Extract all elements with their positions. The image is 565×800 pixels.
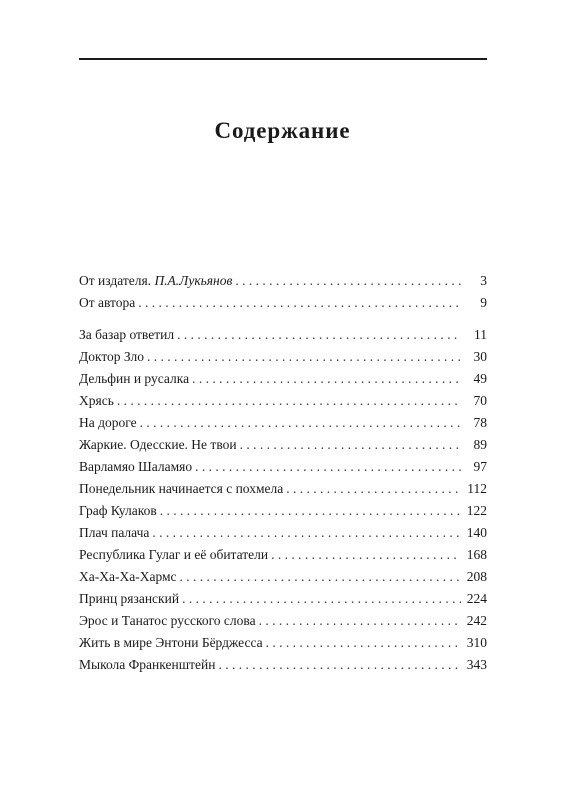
toc-entry-title-text: От издателя. — [79, 273, 152, 288]
toc-entry-title: Понедельник начинается с похмела — [79, 481, 284, 496]
toc-leader-dots — [266, 632, 461, 654]
toc-entry[interactable] — [79, 500, 487, 522]
toc-leader-dots — [147, 346, 461, 368]
toc-entry[interactable] — [79, 588, 487, 610]
toc-entry-title — [79, 270, 232, 292]
toc-leader-dots — [182, 588, 461, 610]
toc-leader-dots — [180, 566, 461, 588]
toc-entry-title: Принц рязанский — [79, 591, 180, 606]
toc-front-section — [79, 270, 487, 314]
toc-leader-dots — [235, 270, 461, 292]
toc-entry-author: П.А.Лукьянов — [154, 273, 233, 288]
toc-entry-page: 310 — [466, 635, 487, 650]
toc-entry-title: Ха-Ха-Ха-Хармс — [79, 569, 177, 584]
toc-entry-title: От автора — [79, 295, 136, 310]
toc-entry[interactable] — [79, 456, 487, 478]
toc-leader-dots — [140, 412, 461, 434]
toc-entry-page: 242 — [466, 613, 487, 628]
toc-entry[interactable] — [79, 412, 487, 434]
toc-entry-title: Республика Гулаг и её обитатели — [79, 547, 269, 562]
toc-entry[interactable] — [79, 522, 487, 544]
toc-entry-title: Доктор Зло — [79, 349, 145, 364]
toc-section-gap — [79, 314, 487, 324]
toc-entry-page: 70 — [473, 393, 487, 408]
toc-entry[interactable] — [79, 610, 487, 632]
toc-entry-page: 224 — [466, 591, 487, 606]
toc-leader-dots — [117, 390, 461, 412]
toc-leader-dots — [286, 478, 461, 500]
toc-entry[interactable] — [79, 566, 487, 588]
toc-entry-page: 208 — [466, 569, 487, 584]
toc-entry-page: 30 — [473, 349, 487, 364]
toc-leader-dots — [152, 522, 461, 544]
toc-entry-page: 11 — [474, 327, 487, 342]
toc-leader-dots — [259, 610, 461, 632]
toc-entry[interactable] — [79, 292, 487, 314]
toc-entry[interactable] — [79, 368, 487, 390]
toc-entry-page: 9 — [480, 295, 487, 310]
toc-entry-title: Жить в мире Энтони Бёрджесса — [79, 635, 263, 650]
toc-entry-page: 49 — [473, 371, 487, 386]
toc-entry[interactable] — [79, 270, 487, 292]
toc-entry-page: 3 — [480, 273, 487, 288]
toc-leader-dots — [195, 456, 461, 478]
toc-entry[interactable] — [79, 654, 487, 676]
toc-chapters-section — [79, 324, 487, 676]
toc-leader-dots — [177, 324, 461, 346]
toc-entry[interactable] — [79, 390, 487, 412]
toc-entry-page: 122 — [466, 503, 487, 518]
page-title: Содержание — [214, 118, 351, 143]
table-of-contents — [79, 270, 487, 676]
toc-entry-page: 168 — [466, 547, 487, 562]
toc-entry-page: 97 — [473, 459, 487, 474]
toc-entry[interactable] — [79, 346, 487, 368]
toc-entry-title: Плач палача — [79, 525, 150, 540]
toc-entry-title: Эрос и Танатос русского слова — [79, 613, 256, 628]
toc-entry-page: 343 — [466, 657, 487, 672]
toc-entry-title: Хрясь — [79, 393, 114, 408]
toc-leader-dots — [192, 368, 461, 390]
toc-leader-dots — [271, 544, 461, 566]
toc-entry-title: За базар ответил — [79, 327, 175, 342]
toc-entry[interactable] — [79, 544, 487, 566]
toc-entry-page: 78 — [473, 415, 487, 430]
toc-entry-title: Жаркие. Одесские. Не твои — [79, 437, 237, 452]
toc-entry-page: 89 — [473, 437, 487, 452]
toc-entry-title: На дороге — [79, 415, 137, 430]
toc-leader-dots — [218, 654, 461, 676]
toc-entry[interactable] — [79, 632, 487, 654]
toc-entry-page: 112 — [467, 481, 487, 496]
toc-entry[interactable] — [79, 478, 487, 500]
toc-entry[interactable] — [79, 324, 487, 346]
toc-leader-dots — [160, 500, 461, 522]
top-rule — [79, 58, 487, 60]
toc-entry[interactable] — [79, 434, 487, 456]
toc-leader-dots — [240, 434, 461, 456]
toc-entry-title: Дельфин и русалка — [79, 371, 190, 386]
toc-entry-page: 140 — [466, 525, 487, 540]
toc-entry-title: Мыкола Франкенштейн — [79, 657, 216, 672]
toc-entry-title: Варламяо Шаламяо — [79, 459, 193, 474]
toc-leader-dots — [138, 292, 461, 314]
toc-entry-title: Граф Кулаков — [79, 503, 157, 518]
